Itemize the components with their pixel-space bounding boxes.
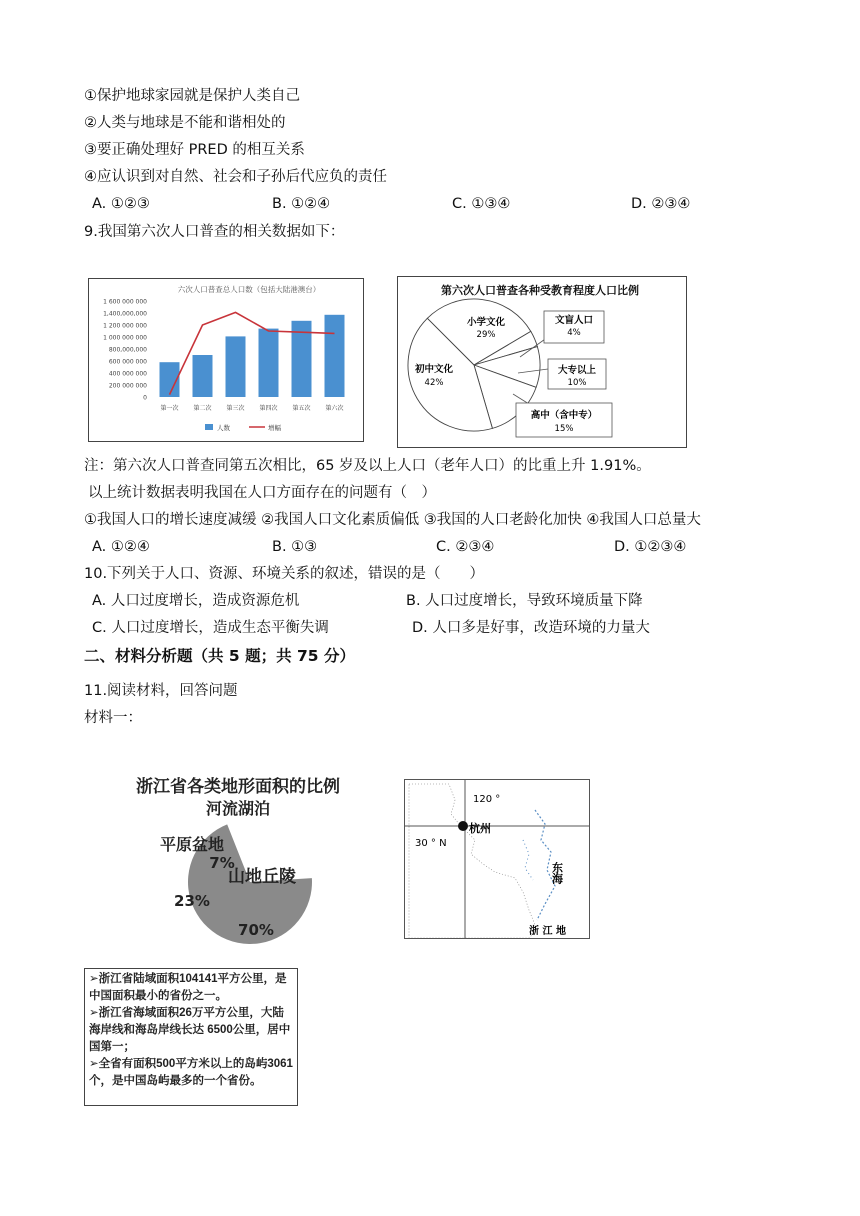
coast-islands-inner (523, 840, 533, 880)
edu-label-illiterate: 文盲人口 (554, 315, 594, 326)
edu-label-college: 大专以上 (557, 365, 597, 376)
bar-chart-title: 六次人口普查总人口数（包括大陆港澳台） (177, 285, 321, 294)
q9-option-a[interactable]: A. ①②④ (92, 539, 150, 555)
q8-option-c[interactable]: C. ①③④ (452, 196, 511, 212)
x-tick-label: 第六次 (325, 405, 344, 412)
q9-statements: ①我国人口的增长速度减缓 ②我国人口文化素质偏低 ③我国的人口老龄化加快 ④我国人口总量大 (84, 512, 701, 528)
edu-pie-title: 第六次人口普查各种受教育程度人口比例 (441, 284, 639, 297)
x-tick-label: 第四次 (259, 405, 278, 412)
y-tick-label: 400 000 000 (108, 370, 147, 378)
terrain-value-plain: 23% (174, 892, 210, 910)
legend-label-line: 增幅 (268, 424, 281, 432)
q10-option-d[interactable]: D. 人口多是好事，改造环境的力量大 (412, 620, 650, 636)
province-outline (409, 784, 537, 938)
terrain-label-mountain: 山地丘陵 (228, 867, 296, 887)
map-longitude-label: 120 ° (473, 794, 501, 805)
q8-statement-1: ①保护地球家园就是保护人类自己 (84, 88, 300, 104)
education-pie-svg (398, 277, 686, 447)
hangzhou-marker (458, 821, 468, 831)
q8-option-a[interactable]: A. ①②③ (92, 196, 150, 212)
population-bar-line-chart (89, 279, 363, 441)
edu-value-primary: 29% (476, 330, 496, 340)
edu-value-college: 10% (567, 378, 587, 388)
q9-question: 以上统计数据表明我国在人口方面存在的问题有（ ） (88, 485, 436, 501)
y-tick-label: 1 600 000 000 (103, 298, 147, 306)
q10-option-c[interactable]: C. 人口过度增长，造成生态平衡失调 (92, 620, 329, 636)
edu-label-middle: 初中文化 (414, 364, 454, 375)
info-paragraph-3: ➢全省有面积500平方米以上的岛屿3061个，是中国岛屿最多的一个省份。 (89, 1058, 293, 1087)
edu-value-illiterate: 4% (567, 328, 581, 338)
y-tick-label: 800,000,000 (108, 346, 147, 354)
q9-option-d[interactable]: D. ①②③④ (614, 539, 687, 555)
q8-statement-4: ④应认识到对自然、社会和子孙后代应负的责任 (84, 169, 387, 185)
population-bar (226, 336, 246, 397)
y-tick-label: 200 000 000 (108, 382, 147, 390)
zhejiang-map-svg (405, 780, 589, 938)
x-tick-label: 第一次 (160, 405, 179, 412)
edu-label-highschool: 高中（含中专） (530, 410, 598, 421)
y-tick-label: 1 200 000 000 (103, 322, 147, 330)
population-census-chart (88, 278, 364, 442)
zhejiang-map (404, 779, 590, 939)
legend-label-bars: 人数 (217, 424, 230, 432)
info-paragraph-2: ➢浙江省海域面积26万平方公里，大陆海岸线和海岛岸线长达 6500公里，居中国第一； (89, 1007, 291, 1053)
map-province-label: 浙 江 地 (529, 926, 566, 937)
y-tick-label: 600 000 000 (108, 358, 147, 366)
population-bar (325, 315, 345, 397)
q9-note: 注：第六次人口普查同第五次相比，65 岁及以上人口（老年人口）的比重上升 1.91%。 (84, 458, 651, 474)
q8-option-d[interactable]: D. ②③④ (631, 196, 691, 212)
q8-statement-2: ②人类与地球是不能和谐相处的 (84, 115, 286, 131)
q9-option-c[interactable]: C. ②③④ (436, 539, 495, 555)
legend-swatch-bars (205, 424, 213, 430)
education-pie-chart (397, 276, 687, 448)
population-bar (259, 329, 279, 397)
q11-stem: 11.阅读材料，回答问题 (84, 683, 238, 699)
x-tick-label: 第二次 (193, 405, 212, 412)
population-bar (193, 355, 213, 397)
edu-label-primary: 小学文化 (466, 317, 506, 328)
terrain-value-river: 7% (209, 854, 235, 872)
x-tick-label: 第五次 (292, 405, 311, 412)
y-tick-label: 1 000 000 000 (103, 334, 147, 342)
q10-option-b[interactable]: B. 人口过度增长，导致环境质量下降 (406, 593, 643, 609)
q8-option-b[interactable]: B. ①②④ (272, 196, 331, 212)
q9-option-b[interactable]: B. ①③ (272, 539, 318, 555)
zhejiang-info-box (84, 968, 298, 1106)
section-2-heading: 二、材料分析题（共 5 题；共 75 分） (84, 647, 355, 665)
bar-chart-legend (205, 423, 282, 432)
edu-value-highschool: 15% (554, 424, 574, 434)
y-tick-label: 1,400,000,000 (103, 310, 147, 318)
terrain-label-plain: 平原盆地 (159, 835, 225, 854)
map-latitude-label: 30 ° N (415, 838, 447, 849)
q10-option-a[interactable]: A. 人口过度增长，造成资源危机 (92, 593, 300, 609)
map-city-label: 杭州 (469, 822, 491, 835)
edu-value-middle: 42% (424, 378, 444, 388)
terrain-chart-title: 浙江省各类地形面积的比例 (136, 777, 340, 797)
terrain-value-mountain: 70% (238, 921, 274, 939)
zhejiang-terrain-chart (110, 770, 380, 950)
x-tick-label: 第三次 (226, 405, 245, 412)
q11-material-label: 材料一： (84, 710, 142, 726)
q9-stem: 9.我国第六次人口普查的相关数据如下： (84, 224, 345, 240)
info-paragraph-1: ➢浙江省陆域面积104141平方公里，是中国面积最小的省份之一。 (89, 973, 287, 1002)
q10-stem: 10.下列关于人口、资源、环境关系的叙述，错误的是（ ） (84, 566, 485, 582)
terrain-label-river: 河流湖泊 (205, 799, 271, 818)
map-sea-label: 东海 (550, 862, 564, 884)
y-tick-label: 0 (143, 394, 147, 402)
q8-statement-3: ③要正确处理好 PRED 的相互关系 (84, 142, 305, 158)
